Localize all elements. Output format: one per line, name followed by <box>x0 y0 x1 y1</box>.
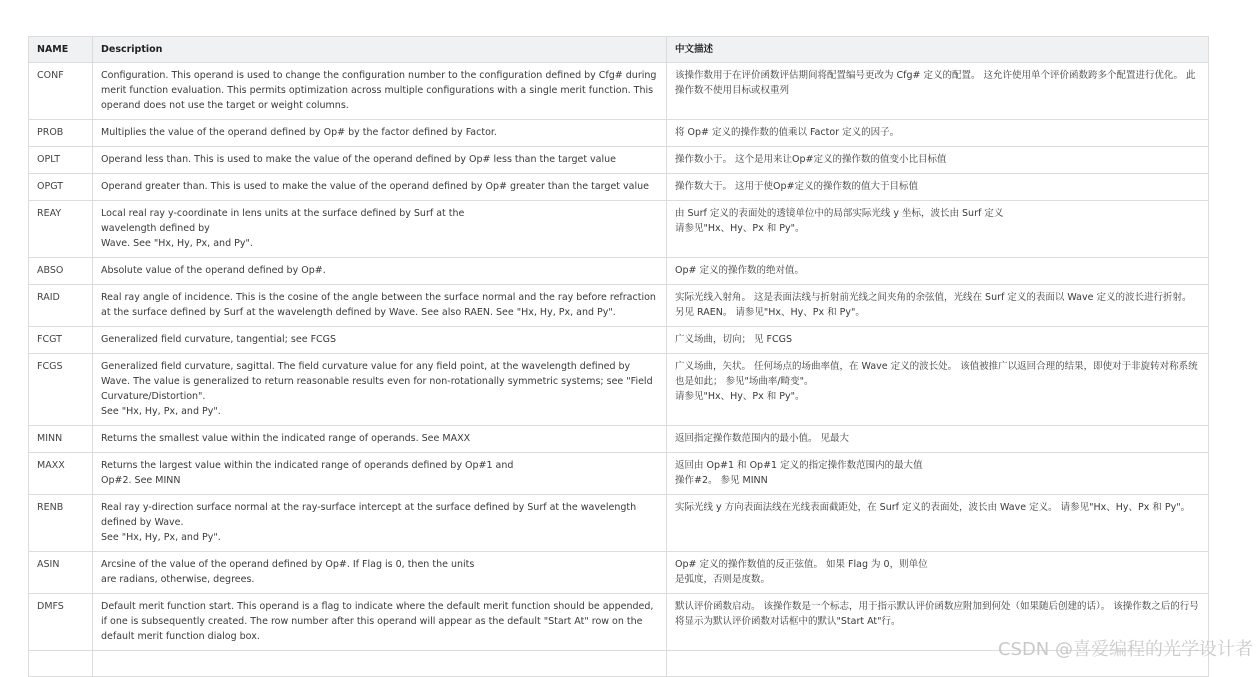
table-row <box>29 174 1209 201</box>
operand-name-cell: CONF <box>29 63 93 120</box>
chinese-description-cell <box>667 120 1209 147</box>
header-description: Description <box>93 37 667 63</box>
chinese-description-cell <box>667 426 1209 453</box>
description-line: Absolute value of the operand defined by Op#. <box>101 265 326 276</box>
chinese-description-line: Op# 定义的操作数值的反正弦值。 如果 Flag 为 0，则单位 <box>675 559 928 570</box>
chinese-description-line: 返回指定操作数范围内的最小值。 见最大 <box>675 433 850 444</box>
table-row <box>29 453 1209 495</box>
operand-name-cell: RENB <box>29 495 93 552</box>
description-line: Operand greater than. This is used to make the value of the operand defined by Op# greater than the target value <box>101 181 649 192</box>
description-line: Local real ray y-coordinate in lens units at the surface defined by Surf at the <box>101 208 465 219</box>
chinese-description-line: 该操作数用于在评价函数评估期间将配置编号更改为 Cfg# 定义的配置。 这允许使用单个评价函数跨多个配置进行优化。 此操作数不使用目标或权重列 <box>675 70 1196 96</box>
chinese-description-line: 实际光线入射角。 这是表面法线与折射前光线之间夹角的余弦值，光线在 Surf 定义的表面以 Wave 定义的波长进行折射。 另见 RAEN。 请参见"Hx、Hy、Px 和 Py"。 <box>675 292 1192 318</box>
description-line: Default merit function start. This operand is a flag to indicate where the default merit function should be appended, if one is subsequently created. The row number after this operand will appear as the default "Start At" row on the default merit function dialog box. <box>101 601 654 642</box>
description-line: Generalized field curvature, tangential; see FCGS <box>101 334 337 345</box>
chinese-description-line: 是弧度，否则是度数。 <box>675 574 771 585</box>
description-cell <box>93 285 667 327</box>
operand-name-cell: REAY <box>29 201 93 258</box>
description-line: Arcsine of the value of the operand defined by Op#. If Flag is 0, then the units <box>101 559 475 570</box>
description-cell <box>93 120 667 147</box>
description-cell <box>93 174 667 201</box>
description-cell <box>93 426 667 453</box>
header-name: NAME <box>29 37 93 63</box>
table-row <box>29 201 1209 258</box>
description-line: See "Hx, Hy, Px, and Py". <box>101 532 221 543</box>
description-line: Returns the smallest value within the indicated range of operands. See MAXX <box>101 433 471 444</box>
description-cell <box>93 327 667 354</box>
operand-table <box>28 36 1209 677</box>
description-cell <box>93 258 667 285</box>
description-line: Real ray angle of incidence. This is the cosine of the angle between the surface normal and the ray before refraction at the surface defined by Surf at the wavelength defined by Wave. See also RAEN. See "Hx, Hy, Px, and Py". <box>101 292 656 318</box>
table-row <box>29 327 1209 354</box>
table-row <box>29 426 1209 453</box>
empty-cell <box>93 651 667 677</box>
operand-name-cell: MAXX <box>29 453 93 495</box>
header-chinese-description: 中文描述 <box>667 37 1209 63</box>
operand-name-cell: FCGT <box>29 327 93 354</box>
chinese-description-cell <box>667 285 1209 327</box>
chinese-description-line: 操作数大于。 这用于使Op#定义的操作数的值大于目标值 <box>675 181 918 192</box>
chinese-description-line: 广义场曲，切向； 见 FCGS <box>675 334 793 345</box>
table-row <box>29 354 1209 426</box>
table-row <box>29 258 1209 285</box>
chinese-description-line: 实际光线 y 方向表面法线在光线表面截距处，在 Surf 定义的表面处，波长由 Wave 定义。 请参见"Hx、Hy、Px 和 Py"。 <box>675 502 1191 513</box>
description-cell <box>93 552 667 594</box>
description-line: Wave. See "Hx, Hy, Px, and Py". <box>101 238 253 249</box>
table-row <box>29 147 1209 174</box>
description-cell <box>93 495 667 552</box>
operand-name-cell: MINN <box>29 426 93 453</box>
chinese-description-cell <box>667 63 1209 120</box>
chinese-description-line: 广义场曲，矢状。 任何场点的场曲率值，在 Wave 定义的波长处。 该值被推广以返回合理的结果，即使对于非旋转对称系统也是如此； 参见"场曲率/畸变"。 <box>675 361 1198 387</box>
operand-name-cell: PROB <box>29 120 93 147</box>
table-body <box>29 63 1209 677</box>
operand-name-cell: FCGS <box>29 354 93 426</box>
description-line: Operand less than. This is used to make the value of the operand defined by Op# less than the target value <box>101 154 617 165</box>
operand-name-cell: ASIN <box>29 552 93 594</box>
chinese-description-line: 将 Op# 定义的操作数的值乘以 Factor 定义的因子。 <box>675 127 900 138</box>
description-line: See "Hx, Hy, Px, and Py". <box>101 406 221 417</box>
empty-cell <box>29 651 93 677</box>
chinese-description-cell <box>667 453 1209 495</box>
chinese-description-cell <box>667 258 1209 285</box>
description-cell <box>93 594 667 651</box>
chinese-description-line: 请参见"Hx、Hy、Px 和 Py"。 <box>675 223 805 234</box>
chinese-description-line: 请参见"Hx、Hy、Px 和 Py"。 <box>675 391 805 402</box>
description-line: Real ray y-direction surface normal at the ray-surface intercept at the surface defined by Surf at the wavelength defined by Wave. <box>101 502 637 528</box>
table-header <box>29 37 1209 63</box>
chinese-description-cell <box>667 552 1209 594</box>
chinese-description-cell <box>667 201 1209 258</box>
chinese-description-cell <box>667 327 1209 354</box>
chinese-description-cell <box>667 147 1209 174</box>
description-line: Generalized field curvature, sagittal. The field curvature value for any field point, at the wavelength defined by Wave. The value is generalized to return reasonable results even for non-rotationally symmetric systems; see "Field Curvature/Distortion". <box>101 361 653 402</box>
operand-name-cell: OPLT <box>29 147 93 174</box>
description-line: Multiplies the value of the operand defined by Op# by the factor defined by Factor. <box>101 127 497 138</box>
chinese-description-line: 返回由 Op#1 和 Op#1 定义的指定操作数范围内的最大值 <box>675 460 923 471</box>
description-line: Configuration. This operand is used to change the configuration number to the configuration defined by Cfg# during merit function evaluation. This permits optimization across multiple configurations with a single merit function. This operand does not use the target or weight columns. <box>101 70 657 111</box>
chinese-description-cell <box>667 354 1209 426</box>
table-row <box>29 63 1209 120</box>
chinese-description-line: 操作#2。 参见 MINN <box>675 475 768 486</box>
description-line: Returns the largest value within the indicated range of operands defined by Op#1 and <box>101 460 514 471</box>
description-cell <box>93 147 667 174</box>
header-row <box>29 37 1209 63</box>
description-cell <box>93 354 667 426</box>
operand-name-cell: RAID <box>29 285 93 327</box>
operand-table-container <box>28 36 1208 677</box>
table-row <box>29 120 1209 147</box>
watermark: CSDN @喜爱编程的光学设计者 <box>997 639 1253 660</box>
operand-name-cell: OPGT <box>29 174 93 201</box>
operand-name-cell: ABSO <box>29 258 93 285</box>
chinese-description-line: 操作数小于。 这个是用来让Op#定义的操作数的值变小比目标值 <box>675 154 947 165</box>
chinese-description-cell <box>667 495 1209 552</box>
description-line: wavelength defined by <box>101 223 210 234</box>
chinese-description-line: 默认评价函数启动。 该操作数是一个标志，用于指示默认评价函数应附加到何处（如果随后创建的话）。 该操作数之后的行号将显示为默认评价函数对话框中的默认"Start At"行。 <box>675 601 1199 627</box>
description-cell <box>93 201 667 258</box>
description-cell <box>93 453 667 495</box>
chinese-description-cell <box>667 174 1209 201</box>
chinese-description-line: Op# 定义的操作数的绝对值。 <box>675 265 804 276</box>
description-line: are radians, otherwise, degrees. <box>101 574 255 585</box>
operand-name-cell: DMFS <box>29 594 93 651</box>
description-cell <box>93 63 667 120</box>
chinese-description-line: 由 Surf 定义的表面处的透镜单位中的局部实际光线 y 坐标，波长由 Surf 定义 <box>675 208 1004 219</box>
table-row <box>29 285 1209 327</box>
description-line: Op#2. See MINN <box>101 475 181 486</box>
table-row <box>29 495 1209 552</box>
table-row <box>29 552 1209 594</box>
